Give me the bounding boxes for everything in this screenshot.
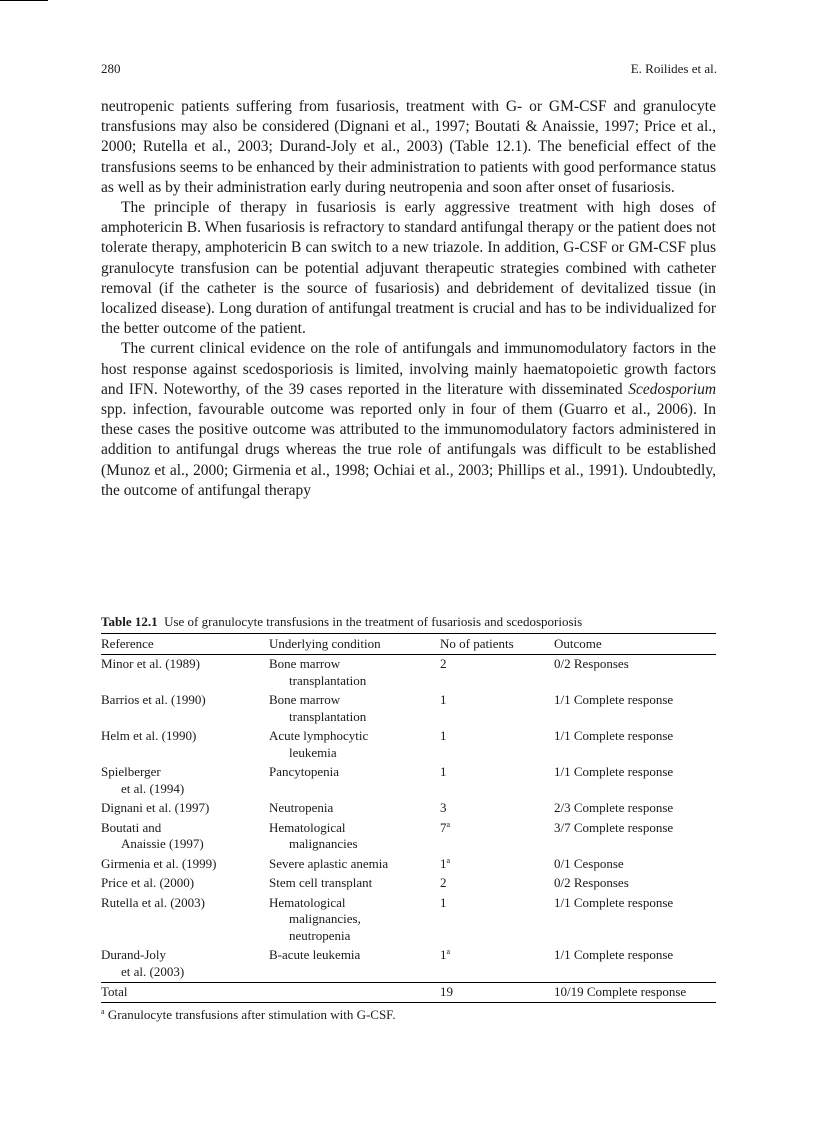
cell-condition bbox=[269, 691, 440, 727]
table-caption bbox=[101, 613, 716, 630]
cell-condition-line: Pancytopenia bbox=[269, 764, 340, 779]
cell-condition-line: Stem cell transplant bbox=[269, 875, 373, 890]
cell-reference-line: Spielberger bbox=[101, 764, 161, 779]
footnote-text: Granulocyte transfusions after stimulation with G-CSF. bbox=[107, 1006, 396, 1022]
total-label-line: Total bbox=[101, 984, 128, 999]
cell-reference-line: Durand-Joly bbox=[101, 947, 166, 962]
cell-reference bbox=[101, 763, 269, 799]
cell-reference-line: et al. (1994) bbox=[121, 780, 185, 796]
cell-condition-line: transplantation bbox=[289, 708, 367, 724]
table-row bbox=[101, 763, 716, 799]
cell-outcome-line: 1/1 Complete response bbox=[554, 728, 674, 743]
cell-condition-line: neutropenia bbox=[289, 927, 351, 943]
patients-count: 1 bbox=[440, 947, 447, 962]
header-reference: Reference bbox=[101, 634, 269, 655]
cell-reference-line: et al. (2003) bbox=[121, 963, 185, 979]
cell-condition bbox=[269, 819, 440, 855]
cell-condition-line: malignancies, bbox=[289, 911, 361, 926]
paragraph-2: The principle of therapy in fusariosis is early aggressive treatment with high doses of amphotericin B. When fusariosis is refractory to standard antifungal therapy or the patient does not tolerate therapy, amphotericin B can switch to a new triazole. In addition, G-CSF or GM-CSF plus granulocyte transfusion can be potential adjuvant therapeutic strategies combined with catheter removal (if the catheter is the source of fusariosis) and debridement of devitalized tissue (in localized disease). Long duration of antifungal treatment is crucial and has to be individualized for the better outcome of the patient. bbox=[101, 199, 716, 338]
cell-reference bbox=[101, 894, 269, 947]
patients-count: 1 bbox=[440, 764, 447, 779]
total-outcome-line: 10/19 Complete response bbox=[554, 984, 687, 999]
cell-outcome bbox=[554, 946, 716, 983]
cell-outcome-line: 2/3 Complete response bbox=[554, 800, 674, 815]
cell-condition bbox=[269, 874, 440, 894]
cell-outcome-line: 0/2 Responses bbox=[554, 875, 629, 890]
cell-reference-line: Rutella et al. (2003) bbox=[101, 894, 205, 910]
cell-patients bbox=[440, 946, 554, 983]
patients-count: 2 bbox=[440, 875, 447, 890]
cell-condition bbox=[269, 799, 440, 819]
table-row bbox=[101, 874, 716, 894]
cell-outcome bbox=[554, 855, 716, 875]
header-condition: Underlying condition bbox=[269, 634, 440, 655]
cell-outcome-line: 0/2 Responses bbox=[554, 656, 629, 671]
table-row bbox=[101, 655, 716, 692]
cell-reference bbox=[101, 727, 269, 763]
cell-outcome bbox=[554, 655, 716, 692]
cell-condition bbox=[269, 655, 440, 692]
cell-patients bbox=[440, 799, 554, 819]
page-corner-rule bbox=[0, 0, 48, 1]
cell-patients bbox=[440, 691, 554, 727]
table-label: Table 12.1 bbox=[101, 614, 158, 629]
cell-condition-line: Severe aplastic anemia bbox=[269, 855, 389, 871]
cell-patients bbox=[440, 763, 554, 799]
cell-patients bbox=[440, 819, 554, 855]
cell-condition-line: Neutropenia bbox=[269, 800, 334, 815]
body-text bbox=[101, 97, 716, 501]
page-number: 280 bbox=[101, 61, 121, 76]
cell-outcome bbox=[554, 691, 716, 727]
total-empty bbox=[269, 983, 440, 1003]
cell-condition bbox=[269, 855, 440, 875]
genus-name: Scedosporium bbox=[628, 380, 717, 398]
footnote-ref: a bbox=[446, 947, 451, 956]
cell-patients bbox=[440, 655, 554, 692]
cell-reference-line: Dignani et al. (1997) bbox=[101, 800, 210, 815]
cell-patients bbox=[440, 727, 554, 763]
cell-reference bbox=[101, 874, 269, 894]
cell-outcome bbox=[554, 819, 716, 855]
patients-count: 3 bbox=[440, 800, 447, 815]
table-row bbox=[101, 894, 716, 947]
total-patients bbox=[440, 983, 554, 1003]
cell-patients bbox=[440, 894, 554, 947]
paragraph-3-text-a: The current clinical evidence on the role of antifungals and immunomodulatory factors in the host response against scedosporiosis is limited, involving mainly haematopoietic growth factors and IFN. Noteworthy, of the 39 cases reported in the literature with disseminated bbox=[101, 340, 716, 398]
footnote-ref: a bbox=[446, 819, 451, 829]
paragraph-3-text-b: spp. infection, favourable outcome was reported only in four of them (Guarro et al., 2006). In these cases the positive outcome was attributed to the immunomodulatory factors administered in addition to antifungal drugs whereas the true role of antifungals was difficult to be established (Munoz et al., 2000; Girmenia et al., 1998; Ochiai et al., 2003; Phillips et al., 1991). Undoubtedly, the outcome of antifungal therapy bbox=[101, 401, 716, 499]
table-body bbox=[101, 655, 716, 1003]
patients-count: 1 bbox=[440, 894, 447, 910]
total-outcome bbox=[554, 983, 716, 1003]
cell-outcome-line: 1/1 Complete response bbox=[554, 692, 674, 707]
cell-reference bbox=[101, 691, 269, 727]
paragraph-3 bbox=[101, 339, 716, 501]
table-row bbox=[101, 855, 716, 875]
cell-reference-line: Price et al. (2000) bbox=[101, 875, 195, 890]
cell-outcome bbox=[554, 874, 716, 894]
cell-outcome bbox=[554, 727, 716, 763]
cell-condition-line: Bone marrow bbox=[269, 656, 341, 671]
running-author: E. Roilides et al. bbox=[630, 61, 717, 76]
cell-patients bbox=[440, 874, 554, 894]
paragraph-1: neutropenic patients suffering from fusariosis, treatment with G- or GM-CSF and granulocyte transfusions may also be considered (Dignani et al., 1997; Boutati & Anaissie, 1997; Price et al., 2000; Rutella et al., 2003; Durand-Joly et al., 2003) (Table 12.1). The beneficial effect of the transfusions seems to be enhanced by their administration to patients with good performance status as well as by their administration early during neutropenia and soon after onset of fusariosis. bbox=[101, 98, 716, 196]
footnote-mark: a bbox=[101, 1006, 105, 1016]
granulocyte-table bbox=[101, 633, 716, 1003]
table-row bbox=[101, 819, 716, 855]
cell-condition-line: Hematological bbox=[269, 894, 346, 910]
cell-outcome bbox=[554, 799, 716, 819]
table-row bbox=[101, 799, 716, 819]
patients-count: 1 bbox=[440, 692, 447, 707]
footnote-ref: a bbox=[446, 855, 451, 865]
header-outcome: Outcome bbox=[554, 634, 716, 655]
cell-condition bbox=[269, 894, 440, 947]
cell-outcome bbox=[554, 763, 716, 799]
cell-condition-line: Hematological bbox=[269, 819, 346, 835]
table-12-1 bbox=[101, 613, 716, 1023]
cell-condition bbox=[269, 763, 440, 799]
patients-count: 7 bbox=[440, 819, 447, 835]
table-row bbox=[101, 727, 716, 763]
table-total-row bbox=[101, 983, 716, 1003]
total-patients-line: 19 bbox=[440, 984, 453, 999]
cell-reference-line: Minor et al. (1989) bbox=[101, 656, 200, 671]
cell-condition-line: Acute lymphocytic bbox=[269, 728, 369, 743]
cell-outcome bbox=[554, 894, 716, 947]
cell-reference bbox=[101, 655, 269, 692]
header-patients: No of patients bbox=[440, 634, 554, 655]
total-label bbox=[101, 983, 269, 1003]
cell-condition-line: B-acute leukemia bbox=[269, 947, 361, 962]
cell-condition-line: Bone marrow bbox=[269, 692, 341, 707]
table-caption-text: Use of granulocyte transfusions in the treatment of fusariosis and scedosporiosis bbox=[164, 614, 583, 629]
running-header bbox=[101, 61, 717, 81]
cell-reference-line: Boutati and bbox=[101, 819, 162, 835]
cell-reference-line: Anaissie (1997) bbox=[121, 836, 204, 851]
cell-reference-line: Helm et al. (1990) bbox=[101, 728, 197, 743]
patients-count: 1 bbox=[440, 855, 447, 871]
cell-patients bbox=[440, 855, 554, 875]
cell-reference bbox=[101, 799, 269, 819]
cell-condition-line: malignancies bbox=[289, 836, 358, 851]
cell-reference-line: Girmenia et al. (1999) bbox=[101, 855, 217, 871]
cell-condition-line: leukemia bbox=[289, 744, 337, 760]
cell-outcome-line: 1/1 Complete response bbox=[554, 764, 674, 779]
cell-reference bbox=[101, 946, 269, 983]
cell-outcome-line: 1/1 Complete response bbox=[554, 894, 674, 910]
cell-condition-line: transplantation bbox=[289, 672, 367, 688]
cell-condition bbox=[269, 727, 440, 763]
cell-reference bbox=[101, 855, 269, 875]
cell-reference-line: Barrios et al. (1990) bbox=[101, 692, 206, 707]
cell-outcome-line: 3/7 Complete response bbox=[554, 819, 674, 835]
cell-outcome-line: 0/1 Cesponse bbox=[554, 855, 624, 871]
patients-count: 1 bbox=[440, 728, 447, 743]
cell-outcome-line: 1/1 Complete response bbox=[554, 947, 674, 962]
table-header-row bbox=[101, 634, 716, 655]
table-row bbox=[101, 946, 716, 983]
table-row bbox=[101, 691, 716, 727]
cell-reference bbox=[101, 819, 269, 855]
table-footnote bbox=[101, 1007, 716, 1023]
patients-count: 2 bbox=[440, 656, 447, 671]
cell-condition bbox=[269, 946, 440, 983]
